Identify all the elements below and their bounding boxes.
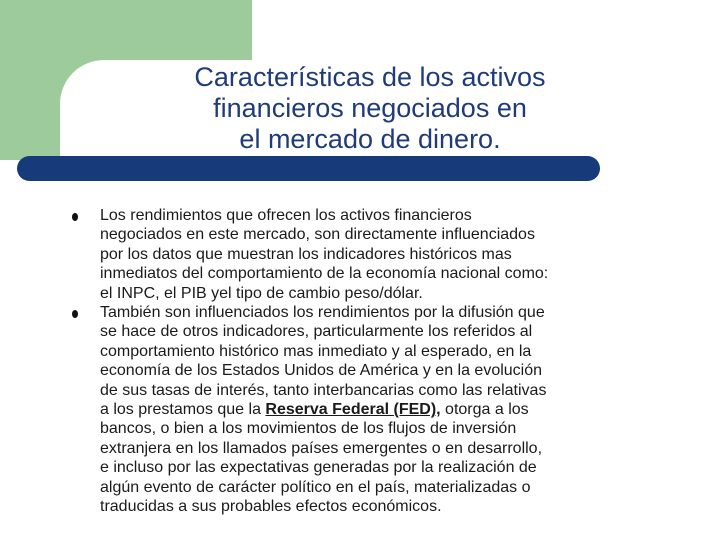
bullet-text-line: de sus tasas de interés, tanto interbancarias como las relativas <box>100 381 547 399</box>
link-prefix-text: a los prestamos que la <box>100 401 266 419</box>
bullet-text-line: por los datos que muestran los indicadores históricos mas <box>100 245 512 263</box>
title-line: Características de los activos <box>194 62 546 92</box>
bullet-text-line: el INPC, el PIB yel tipo de cambio peso/dólar. <box>100 284 423 302</box>
bullet-text-line: economía de los Estados Unidos de América y en la evolución <box>100 362 543 380</box>
bullet-text-line: negociados en este mercado, son directamente influenciados <box>100 226 535 244</box>
bullet-text-line: Los rendimientos que ofrecen los activos financieros <box>100 207 472 224</box>
bullet-text-line: e incluso por las expectativas generadas por la realización de <box>100 459 537 477</box>
bullet-text-line: traducidas a sus probables efectos económicos. <box>100 498 442 516</box>
bullet-text-line: bancos, o bien a los movimientos de los flujos de inversión <box>100 420 517 438</box>
bullet-text-line: algún evento de carácter político en el país, materializadas o <box>100 478 531 496</box>
title-line: el mercado de dinero. <box>239 124 501 154</box>
reserva-federal-link[interactable]: Reserva Federal (FED), <box>265 401 441 419</box>
title-line: financieros negociados en <box>213 93 527 123</box>
bullet-text-line: extranjera en los llamados países emergentes o en desarrollo, <box>100 439 543 457</box>
bullet-text-line: inmediatos del comportamiento de la economía nacional como: <box>100 265 549 283</box>
bullet-text-line: También son influenciados los rendimientos por la difusión que <box>100 304 545 322</box>
bullet-text-line: comportamiento histórico mas inmediato y al esperado, en la <box>100 342 532 360</box>
bullet-dot-icon <box>72 310 78 318</box>
bullet-item <box>70 206 670 303</box>
bullet-item <box>70 303 670 516</box>
bullet-dot-icon <box>72 213 78 221</box>
link-suffix-text: otorga a los <box>440 401 529 419</box>
bullet-text-line: se hace de otros indicadores, particularmente los referidos al <box>100 323 533 341</box>
bullet-list <box>70 206 670 517</box>
title-divider-bar <box>17 156 600 181</box>
bullet-text-line-with-link <box>100 400 670 419</box>
slide-title <box>120 62 620 158</box>
